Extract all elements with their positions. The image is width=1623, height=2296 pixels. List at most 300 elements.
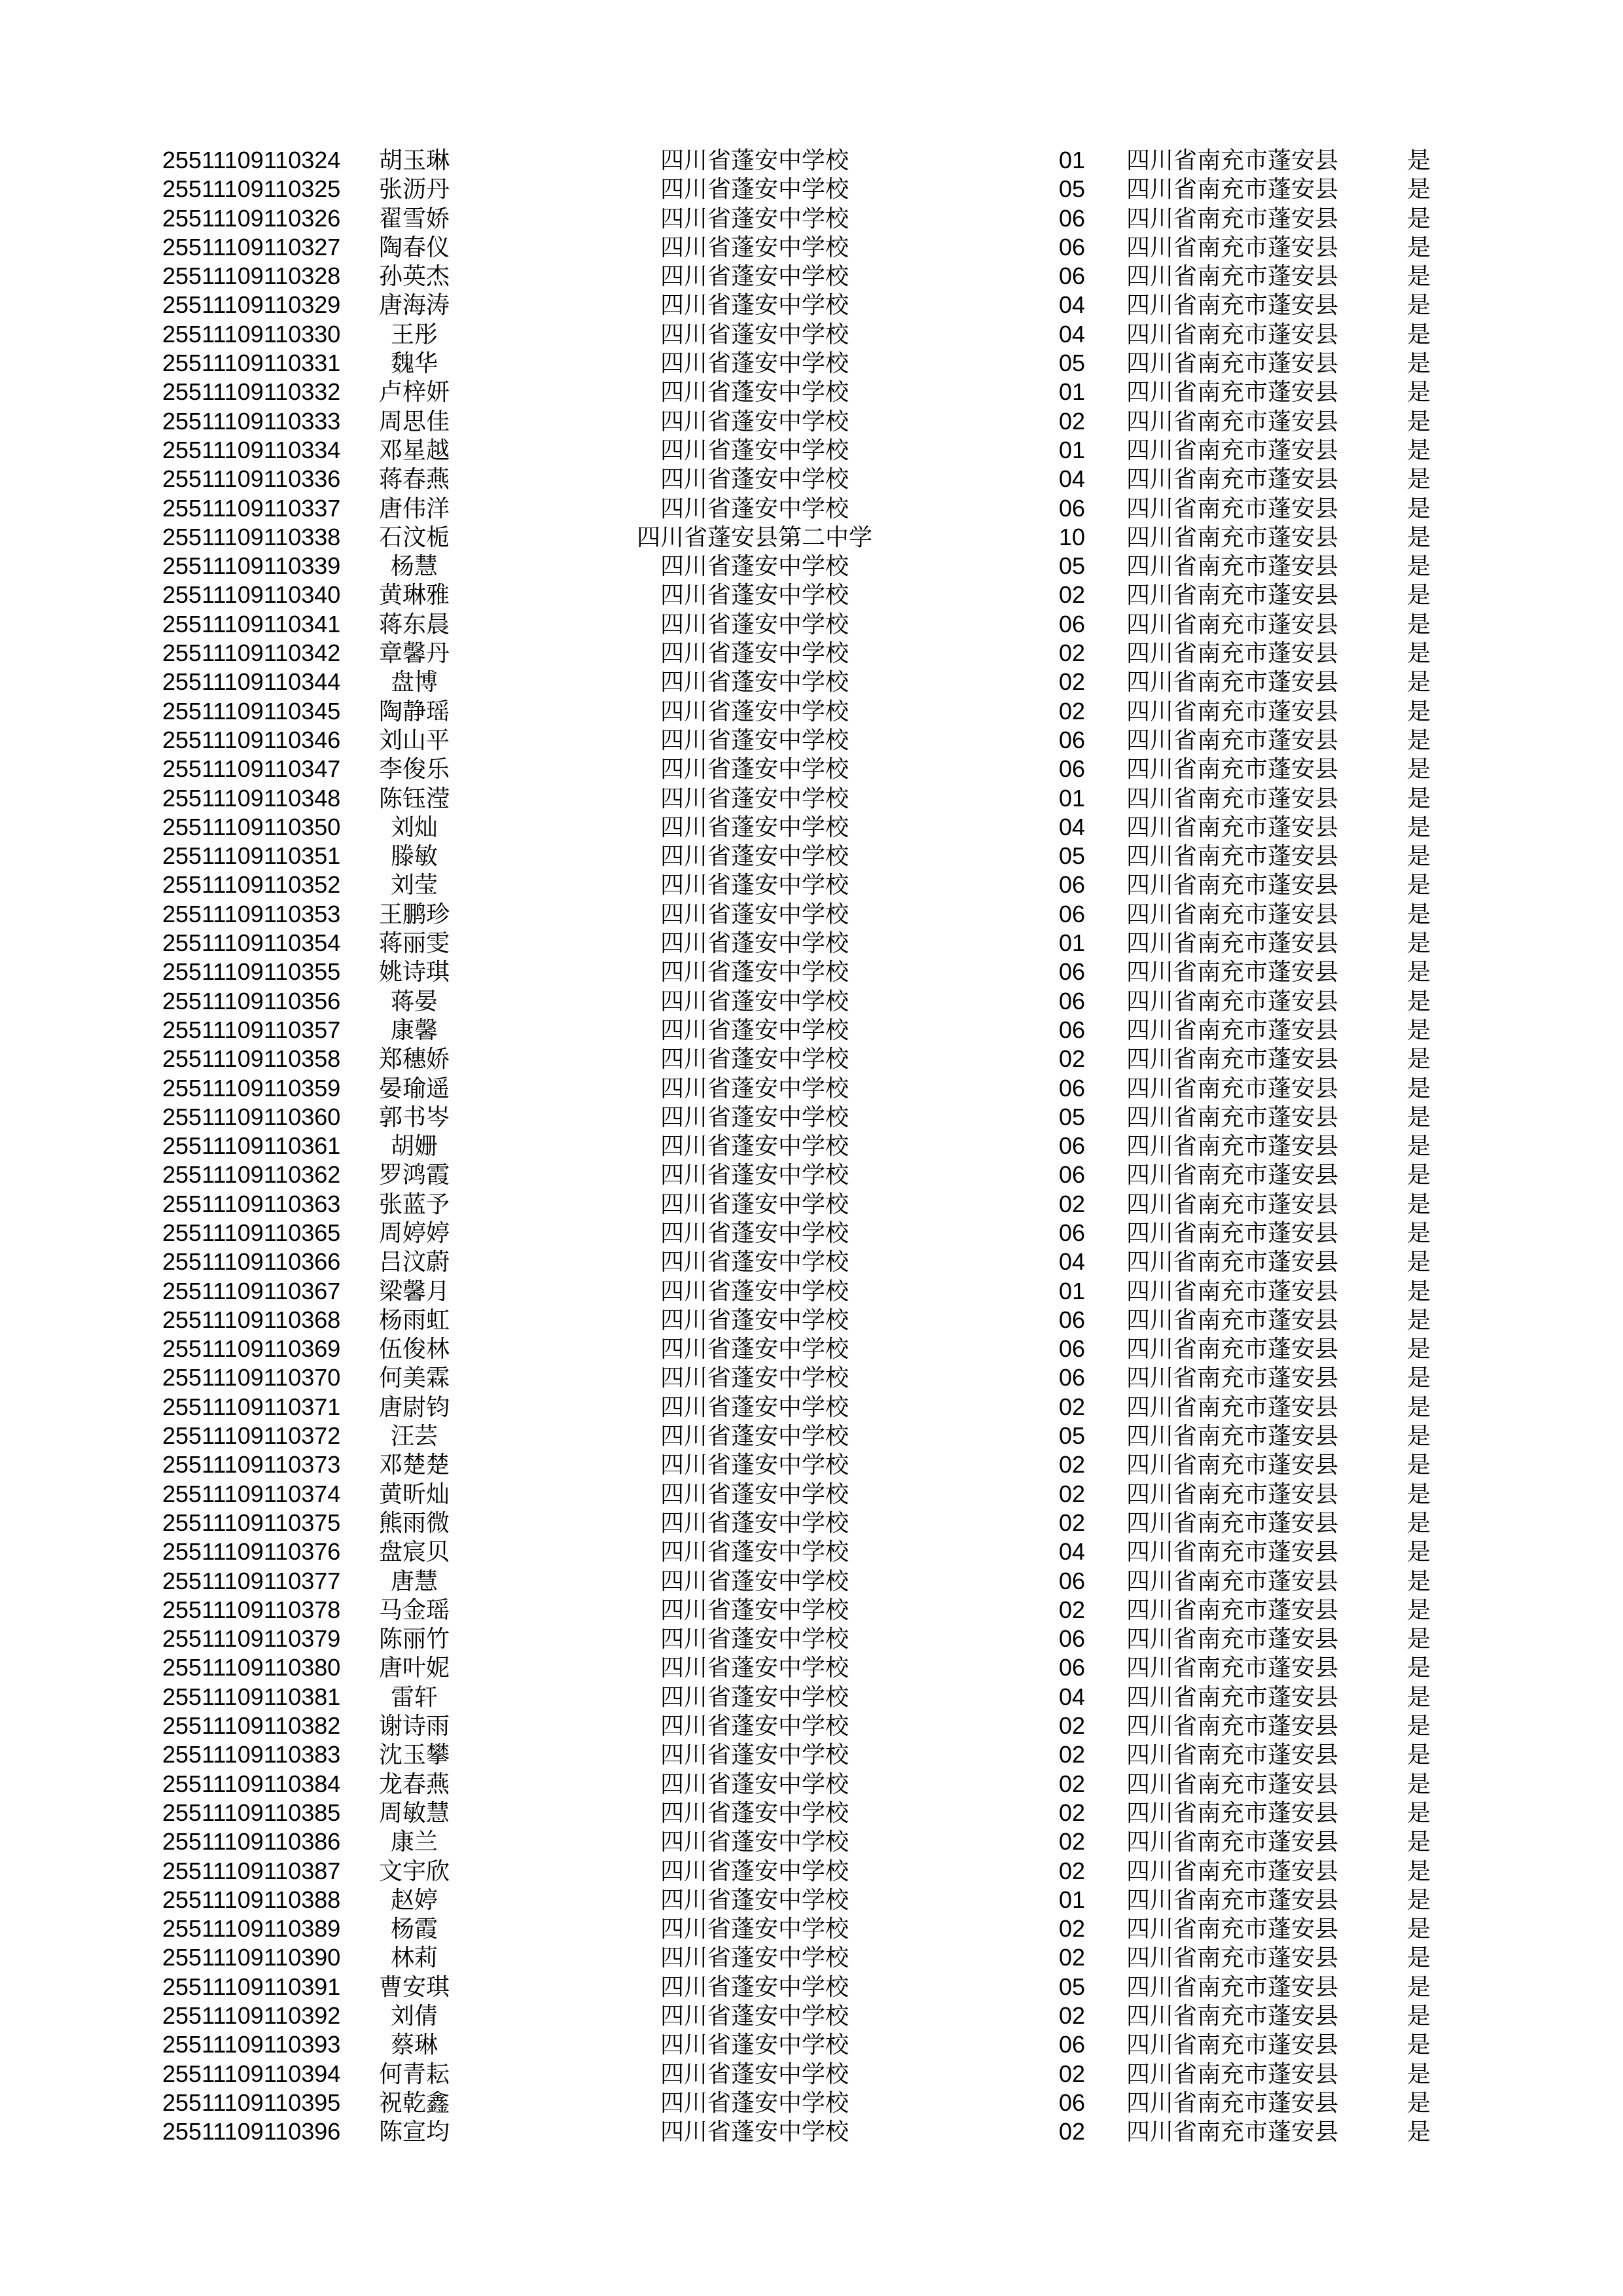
cell-school: 四川省蓬安中学校: [660, 1654, 849, 1681]
cell-name: 梁馨月: [378, 1277, 450, 1304]
cell-name: 黄昕灿: [378, 1480, 450, 1507]
cell-region: 四川省南充市蓬安县: [1126, 1306, 1338, 1333]
cell-name: 蒋东晨: [378, 610, 450, 637]
cell-school: 四川省蓬安中学校: [660, 813, 849, 840]
cell-confirmed: 是: [1406, 1451, 1431, 1479]
cell-name: 何青耘: [378, 2060, 450, 2087]
cell-confirmed: 是: [1406, 378, 1431, 406]
cell-exam-id: 25511109110386: [162, 1828, 341, 1856]
cell-school: 四川省蓬安中学校: [660, 871, 849, 899]
cell-code: 06: [1058, 204, 1086, 232]
cell-region: 四川省南充市蓬安县: [1126, 1886, 1338, 1913]
table-row: [0, 842, 1484, 870]
cell-school: 四川省蓬安中学校: [660, 1538, 849, 1566]
cell-school: 四川省蓬安中学校: [660, 1248, 849, 1276]
cell-school: 四川省蓬安中学校: [660, 1277, 849, 1304]
cell-school: 四川省蓬安中学校: [660, 2060, 849, 2087]
cell-school: 四川省蓬安中学校: [660, 1016, 849, 1043]
cell-confirmed: 是: [1406, 987, 1431, 1014]
cell-confirmed: 是: [1406, 350, 1431, 377]
cell-code: 02: [1058, 581, 1086, 609]
cell-exam-id: 25511109110375: [162, 1509, 341, 1536]
cell-confirmed: 是: [1406, 813, 1431, 840]
cell-confirmed: 是: [1406, 1248, 1431, 1276]
table-row: [0, 465, 1484, 493]
cell-school: 四川省蓬安中学校: [660, 639, 849, 667]
cell-region: 四川省南充市蓬安县: [1126, 813, 1338, 840]
table-row: [0, 2089, 1484, 2117]
cell-code: 02: [1058, 697, 1086, 725]
cell-exam-id: 25511109110393: [162, 2031, 341, 2058]
cell-school: 四川省蓬安中学校: [660, 291, 849, 319]
cell-confirmed: 是: [1406, 1277, 1431, 1304]
cell-school: 四川省蓬安中学校: [660, 2031, 849, 2058]
table-row: [0, 320, 1484, 349]
cell-confirmed: 是: [1406, 2118, 1431, 2145]
cell-code: 05: [1058, 552, 1086, 580]
cell-exam-id: 25511109110341: [162, 610, 341, 637]
table-row: [0, 784, 1484, 813]
cell-code: 05: [1058, 1103, 1086, 1130]
table-row: [0, 1045, 1484, 1073]
cell-school: 四川省蓬安中学校: [660, 320, 849, 348]
cell-school: 四川省蓬安中学校: [660, 465, 849, 493]
cell-name: 胡玉琳: [378, 147, 450, 173]
table-row: [0, 494, 1484, 523]
cell-confirmed: 是: [1406, 2002, 1431, 2029]
cell-region: 四川省南充市蓬安县: [1126, 755, 1338, 783]
cell-school: 四川省蓬安中学校: [660, 2118, 849, 2145]
cell-code: 06: [1058, 494, 1086, 522]
cell-code: 02: [1058, 1915, 1086, 1943]
table-row: [0, 349, 1484, 378]
cell-confirmed: 是: [1406, 1103, 1431, 1130]
cell-region: 四川省南充市蓬安县: [1126, 1190, 1338, 1217]
cell-name: 杨霞: [390, 1915, 438, 1943]
cell-exam-id: 25511109110390: [162, 1944, 341, 1971]
cell-name: 熊雨微: [378, 1509, 450, 1536]
cell-exam-id: 25511109110377: [162, 1567, 341, 1594]
cell-school: 四川省蓬安中学校: [660, 1219, 849, 1246]
cell-confirmed: 是: [1406, 523, 1431, 550]
cell-code: 02: [1058, 1393, 1086, 1420]
cell-region: 四川省南充市蓬安县: [1126, 1654, 1338, 1681]
cell-region: 四川省南充市蓬安县: [1126, 291, 1338, 319]
table-row: [0, 1306, 1484, 1335]
cell-code: 06: [1058, 1219, 1086, 1246]
cell-confirmed: 是: [1406, 436, 1431, 463]
cell-name: 汪芸: [390, 1422, 438, 1450]
cell-region: 四川省南充市蓬安县: [1126, 1422, 1338, 1450]
cell-school: 四川省蓬安中学校: [660, 552, 849, 580]
cell-exam-id: 25511109110358: [162, 1045, 341, 1073]
cell-region: 四川省南充市蓬安县: [1126, 581, 1338, 609]
cell-region: 四川省南充市蓬安县: [1126, 320, 1338, 348]
table-row: [0, 1740, 1484, 1769]
cell-name: 吕汶蔚: [378, 1248, 450, 1276]
cell-confirmed: 是: [1406, 929, 1431, 957]
cell-region: 四川省南充市蓬安县: [1126, 350, 1338, 377]
cell-name: 唐伟洋: [378, 494, 450, 522]
table-row: [0, 291, 1484, 319]
cell-school: 四川省蓬安中学校: [660, 1074, 849, 1102]
cell-school: 四川省蓬安中学校: [660, 1567, 849, 1594]
table-row: [0, 1509, 1484, 1537]
cell-exam-id: 25511109110359: [162, 1074, 341, 1102]
table-row: [0, 1160, 1484, 1189]
table-row: [0, 1247, 1484, 1276]
cell-code: 02: [1058, 668, 1086, 696]
cell-exam-id: 25511109110388: [162, 1886, 341, 1913]
cell-region: 四川省南充市蓬安县: [1126, 175, 1338, 203]
cell-confirmed: 是: [1406, 2060, 1431, 2087]
cell-region: 四川省南充市蓬安县: [1126, 1712, 1338, 1740]
cell-code: 02: [1058, 1857, 1086, 1884]
cell-code: 02: [1058, 1799, 1086, 1826]
cell-exam-id: 25511109110367: [162, 1277, 341, 1304]
cell-code: 06: [1058, 1335, 1086, 1363]
cell-confirmed: 是: [1406, 1190, 1431, 1217]
cell-exam-id: 25511109110382: [162, 1712, 341, 1740]
cell-name: 蒋丽雯: [378, 929, 450, 957]
cell-region: 四川省南充市蓬安县: [1126, 1277, 1338, 1304]
cell-code: 01: [1058, 1277, 1086, 1304]
cell-code: 06: [1058, 755, 1086, 783]
cell-confirmed: 是: [1406, 610, 1431, 637]
cell-exam-id: 25511109110376: [162, 1538, 341, 1566]
cell-confirmed: 是: [1406, 1364, 1431, 1391]
cell-name: 马金瑶: [378, 1596, 450, 1623]
cell-confirmed: 是: [1406, 204, 1431, 232]
cell-region: 四川省南充市蓬安县: [1126, 1451, 1338, 1479]
cell-code: 02: [1058, 1190, 1086, 1217]
cell-exam-id: 25511109110351: [162, 842, 341, 870]
cell-region: 四川省南充市蓬安县: [1126, 1973, 1338, 2000]
cell-code: 04: [1058, 320, 1086, 348]
cell-name: 张蓝予: [378, 1190, 450, 1217]
cell-name: 陈丽竹: [378, 1625, 450, 1653]
cell-name: 龙春燕: [378, 1770, 450, 1797]
cell-school: 四川省蓬安中学校: [660, 1741, 849, 1768]
cell-code: 04: [1058, 1248, 1086, 1276]
cell-name: 杨雨虹: [378, 1306, 450, 1333]
cell-exam-id: 25511109110324: [162, 147, 341, 173]
cell-name: 刘山平: [378, 726, 450, 753]
cell-confirmed: 是: [1406, 900, 1431, 927]
cell-name: 沈玉攀: [378, 1741, 450, 1768]
cell-exam-id: 25511109110327: [162, 233, 341, 260]
cell-exam-id: 25511109110336: [162, 465, 341, 493]
cell-school: 四川省蓬安中学校: [660, 407, 849, 435]
cell-name: 文宇欣: [378, 1857, 450, 1884]
cell-confirmed: 是: [1406, 581, 1431, 609]
cell-code: 06: [1058, 900, 1086, 927]
cell-school: 四川省蓬安县第二中学: [636, 523, 872, 550]
table-row: [0, 1827, 1484, 1856]
cell-confirmed: 是: [1406, 1712, 1431, 1740]
cell-code: 02: [1058, 1045, 1086, 1073]
cell-name: 魏华: [390, 350, 438, 377]
cell-region: 四川省南充市蓬安县: [1126, 726, 1338, 753]
table-row: [0, 987, 1484, 1016]
table-row: [0, 1799, 1484, 1827]
cell-region: 四川省南充市蓬安县: [1126, 1683, 1338, 1710]
cell-region: 四川省南充市蓬安县: [1126, 842, 1338, 870]
cell-school: 四川省蓬安中学校: [660, 175, 849, 203]
cell-confirmed: 是: [1406, 1973, 1431, 2000]
cell-region: 四川省南充市蓬安县: [1126, 610, 1338, 637]
cell-exam-id: 25511109110381: [162, 1683, 341, 1710]
table-row: [0, 262, 1484, 291]
cell-name: 刘倩: [390, 2002, 438, 2029]
cell-region: 四川省南充市蓬安县: [1126, 1799, 1338, 1826]
table-row: [0, 1567, 1484, 1596]
table-row: [0, 1857, 1484, 1886]
cell-school: 四川省蓬安中学校: [660, 436, 849, 463]
cell-region: 四川省南充市蓬安县: [1126, 1509, 1338, 1536]
cell-name: 周敏慧: [378, 1799, 450, 1826]
cell-school: 四川省蓬安中学校: [660, 726, 849, 753]
cell-school: 四川省蓬安中学校: [660, 1451, 849, 1479]
student-table: [0, 146, 1484, 2146]
table-row: [0, 1074, 1484, 1103]
cell-code: 02: [1058, 2118, 1086, 2145]
cell-name: 林莉: [390, 1944, 438, 1971]
cell-school: 四川省蓬安中学校: [660, 1857, 849, 1884]
table-row: [0, 2060, 1484, 2089]
table-row: [0, 146, 1484, 175]
cell-name: 滕敏: [390, 842, 438, 870]
cell-region: 四川省南充市蓬安县: [1126, 2089, 1338, 2116]
table-row: [0, 1973, 1484, 2001]
cell-region: 四川省南充市蓬安县: [1126, 987, 1338, 1014]
cell-code: 05: [1058, 350, 1086, 377]
cell-region: 四川省南充市蓬安县: [1126, 1016, 1338, 1043]
cell-code: 04: [1058, 465, 1086, 493]
cell-region: 四川省南充市蓬安县: [1126, 147, 1338, 173]
cell-code: 02: [1058, 2060, 1086, 2087]
cell-region: 四川省南充市蓬安县: [1126, 378, 1338, 406]
table-row: [0, 2030, 1484, 2059]
cell-confirmed: 是: [1406, 552, 1431, 580]
cell-region: 四川省南充市蓬安县: [1126, 407, 1338, 435]
cell-confirmed: 是: [1406, 1625, 1431, 1653]
table-row: [0, 1914, 1484, 1943]
cell-name: 石汶栀: [378, 523, 450, 550]
cell-name: 孙英杰: [378, 262, 450, 290]
cell-exam-id: 25511109110347: [162, 755, 341, 783]
table-row: [0, 523, 1484, 552]
cell-name: 何美霖: [378, 1364, 450, 1391]
cell-confirmed: 是: [1406, 1335, 1431, 1363]
cell-name: 伍俊林: [378, 1335, 450, 1363]
cell-school: 四川省蓬安中学校: [660, 378, 849, 406]
cell-confirmed: 是: [1406, 1915, 1431, 1943]
cell-exam-id: 25511109110387: [162, 1857, 341, 1884]
table-row: [0, 581, 1484, 609]
cell-school: 四川省蓬安中学校: [660, 842, 849, 870]
table-row: [0, 175, 1484, 204]
cell-exam-id: 25511109110326: [162, 204, 341, 232]
cell-school: 四川省蓬安中学校: [660, 668, 849, 696]
cell-code: 06: [1058, 1074, 1086, 1102]
cell-name: 李俊乐: [378, 755, 450, 783]
cell-exam-id: 25511109110330: [162, 320, 341, 348]
cell-school: 四川省蓬安中学校: [660, 1973, 849, 2000]
cell-exam-id: 25511109110389: [162, 1915, 341, 1943]
cell-confirmed: 是: [1406, 958, 1431, 986]
cell-school: 四川省蓬安中学校: [660, 1132, 849, 1160]
cell-code: 02: [1058, 1509, 1086, 1536]
cell-confirmed: 是: [1406, 1422, 1431, 1450]
cell-exam-id: 25511109110384: [162, 1770, 341, 1797]
cell-confirmed: 是: [1406, 1828, 1431, 1856]
cell-school: 四川省蓬安中学校: [660, 1480, 849, 1507]
cell-code: 06: [1058, 1161, 1086, 1189]
table-row: [0, 1190, 1484, 1219]
cell-confirmed: 是: [1406, 1799, 1431, 1826]
cell-confirmed: 是: [1406, 1161, 1431, 1189]
cell-confirmed: 是: [1406, 1944, 1431, 1971]
cell-name: 唐海涛: [378, 291, 450, 319]
cell-exam-id: 25511109110337: [162, 494, 341, 522]
cell-confirmed: 是: [1406, 842, 1431, 870]
cell-region: 四川省南充市蓬安县: [1126, 900, 1338, 927]
cell-name: 康馨: [390, 1016, 438, 1043]
cell-school: 四川省蓬安中学校: [660, 2089, 849, 2116]
cell-exam-id: 25511109110353: [162, 900, 341, 927]
cell-name: 郭书岑: [378, 1103, 450, 1130]
cell-code: 06: [1058, 2089, 1086, 2116]
cell-region: 四川省南充市蓬安县: [1126, 668, 1338, 696]
cell-school: 四川省蓬安中学校: [660, 1828, 849, 1856]
cell-code: 06: [1058, 987, 1086, 1014]
cell-region: 四川省南充市蓬安县: [1126, 1480, 1338, 1507]
cell-school: 四川省蓬安中学校: [660, 755, 849, 783]
cell-confirmed: 是: [1406, 726, 1431, 753]
cell-exam-id: 25511109110340: [162, 581, 341, 609]
cell-confirmed: 是: [1406, 1596, 1431, 1623]
table-row: [0, 929, 1484, 958]
table-row: [0, 958, 1484, 986]
table-row: [0, 1886, 1484, 1914]
cell-code: 02: [1058, 1944, 1086, 1971]
cell-code: 01: [1058, 929, 1086, 957]
cell-name: 邓楚楚: [378, 1451, 450, 1479]
cell-code: 02: [1058, 1480, 1086, 1507]
cell-confirmed: 是: [1406, 1306, 1431, 1333]
cell-name: 陈宣均: [378, 2118, 450, 2145]
cell-name: 唐叶妮: [378, 1654, 450, 1681]
cell-confirmed: 是: [1406, 1538, 1431, 1566]
cell-name: 祝乾鑫: [378, 2089, 450, 2116]
cell-confirmed: 是: [1406, 1074, 1431, 1102]
cell-exam-id: 25511109110368: [162, 1306, 341, 1333]
cell-code: 06: [1058, 1132, 1086, 1160]
cell-region: 四川省南充市蓬安县: [1126, 1741, 1338, 1768]
cell-exam-id: 25511109110355: [162, 958, 341, 986]
cell-code: 06: [1058, 871, 1086, 899]
cell-exam-id: 25511109110370: [162, 1364, 341, 1391]
cell-exam-id: 25511109110380: [162, 1654, 341, 1681]
cell-name: 蒋晏: [390, 987, 438, 1014]
table-row: [0, 436, 1484, 465]
cell-exam-id: 25511109110369: [162, 1335, 341, 1363]
cell-name: 周婷婷: [378, 1219, 450, 1246]
cell-exam-id: 25511109110339: [162, 552, 341, 580]
cell-code: 05: [1058, 1422, 1086, 1450]
cell-code: 02: [1058, 1596, 1086, 1623]
table-row: [0, 1683, 1484, 1712]
cell-confirmed: 是: [1406, 697, 1431, 725]
cell-code: 02: [1058, 1741, 1086, 1768]
cell-name: 翟雪娇: [378, 204, 450, 232]
cell-name: 王鹏珍: [378, 900, 450, 927]
table-row: [0, 1624, 1484, 1653]
cell-confirmed: 是: [1406, 1480, 1431, 1507]
cell-code: 10: [1058, 523, 1086, 550]
cell-name: 章馨丹: [378, 639, 450, 667]
table-row: [0, 639, 1484, 668]
cell-confirmed: 是: [1406, 755, 1431, 783]
cell-code: 02: [1058, 1451, 1086, 1479]
cell-name: 姚诗琪: [378, 958, 450, 986]
table-row: [0, 697, 1484, 726]
cell-name: 盘博: [390, 668, 438, 696]
cell-name: 杨慧: [390, 552, 438, 580]
cell-region: 四川省南充市蓬安县: [1126, 1770, 1338, 1797]
cell-school: 四川省蓬安中学校: [660, 1712, 849, 1740]
table-row: [0, 378, 1484, 406]
cell-confirmed: 是: [1406, 1219, 1431, 1246]
cell-confirmed: 是: [1406, 233, 1431, 260]
cell-code: 06: [1058, 1364, 1086, 1391]
cell-exam-id: 25511109110346: [162, 726, 341, 753]
cell-school: 四川省蓬安中学校: [660, 1045, 849, 1073]
cell-name: 卢梓妍: [378, 378, 450, 406]
table-row: [0, 1016, 1484, 1045]
cell-region: 四川省南充市蓬安县: [1126, 1074, 1338, 1102]
cell-code: 06: [1058, 2031, 1086, 2058]
cell-exam-id: 25511109110342: [162, 639, 341, 667]
cell-confirmed: 是: [1406, 1683, 1431, 1710]
cell-region: 四川省南充市蓬安县: [1126, 494, 1338, 522]
cell-region: 四川省南充市蓬安县: [1126, 1045, 1338, 1073]
cell-name: 罗鸿霞: [378, 1161, 450, 1189]
cell-confirmed: 是: [1406, 465, 1431, 493]
cell-region: 四川省南充市蓬安县: [1126, 1596, 1338, 1623]
cell-exam-id: 25511109110394: [162, 2060, 341, 2087]
cell-exam-id: 25511109110356: [162, 987, 341, 1014]
cell-name: 蔡琳: [390, 2031, 438, 2058]
cell-school: 四川省蓬安中学校: [660, 958, 849, 986]
cell-school: 四川省蓬安中学校: [660, 784, 849, 812]
table-row: [0, 1393, 1484, 1422]
cell-region: 四川省南充市蓬安县: [1126, 784, 1338, 812]
cell-code: 06: [1058, 726, 1086, 753]
table-row: [0, 610, 1484, 639]
cell-exam-id: 25511109110363: [162, 1190, 341, 1217]
cell-confirmed: 是: [1406, 871, 1431, 899]
cell-confirmed: 是: [1406, 1770, 1431, 1797]
table-row: [0, 2117, 1484, 2146]
cell-school: 四川省蓬安中学校: [660, 233, 849, 260]
cell-confirmed: 是: [1406, 1132, 1431, 1160]
cell-code: 04: [1058, 1683, 1086, 1710]
cell-exam-id: 25511109110385: [162, 1799, 341, 1826]
cell-name: 刘灿: [390, 813, 438, 840]
table-row: [0, 1480, 1484, 1509]
